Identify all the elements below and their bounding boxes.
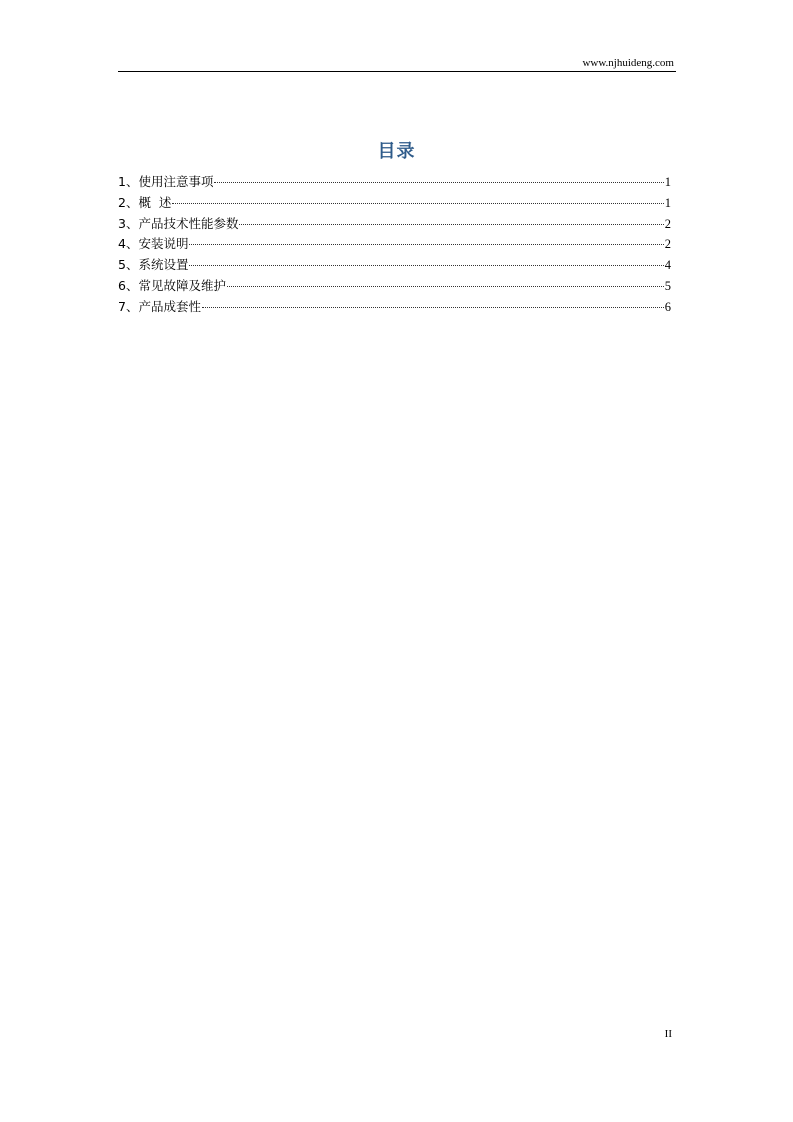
toc-entry-page: 1	[664, 175, 671, 189]
toc-title: 目录	[377, 141, 416, 162]
toc-dot-leader	[214, 182, 663, 183]
toc-entry-page: 5	[664, 278, 671, 293]
toc-dot-leader	[202, 307, 664, 308]
toc-entry[interactable]	[118, 276, 671, 297]
header-website: www.njhuideng.com	[582, 57, 674, 69]
toc-entry[interactable]	[118, 297, 671, 318]
toc-entry[interactable]	[118, 214, 671, 235]
toc-entry-label: 4、安装说明	[118, 236, 189, 252]
toc-entry-label: 1、使用注意事项	[118, 174, 214, 189]
toc-entry-label: 3、产品技术性能参数	[118, 215, 239, 231]
toc-dot-leader	[172, 203, 663, 204]
toc-entry-page: 6	[664, 299, 671, 314]
toc-entry-page: 1	[664, 195, 671, 210]
toc-entry[interactable]	[118, 255, 671, 276]
footer-page-number: II	[664, 1028, 672, 1040]
toc-entry-label: 6、常见故障及维护	[118, 277, 226, 293]
toc-dot-leader	[189, 244, 663, 245]
toc-entry-label: 5、系统设置	[118, 257, 189, 273]
toc-dot-leader	[227, 286, 664, 287]
toc-entry[interactable]	[118, 234, 671, 255]
toc-entry-page: 2	[664, 237, 671, 252]
table-of-contents	[118, 172, 671, 318]
toc-entry-label: 2、概 述	[118, 194, 172, 210]
toc-entry[interactable]	[118, 193, 671, 214]
toc-entry-label: 7、产品成套性	[118, 298, 201, 314]
toc-entry-page: 4	[664, 258, 671, 273]
toc-entry[interactable]	[118, 172, 671, 193]
header-divider	[118, 71, 676, 72]
toc-dot-leader	[239, 224, 663, 225]
toc-entry-page: 2	[664, 216, 671, 231]
toc-dot-leader	[189, 265, 663, 266]
